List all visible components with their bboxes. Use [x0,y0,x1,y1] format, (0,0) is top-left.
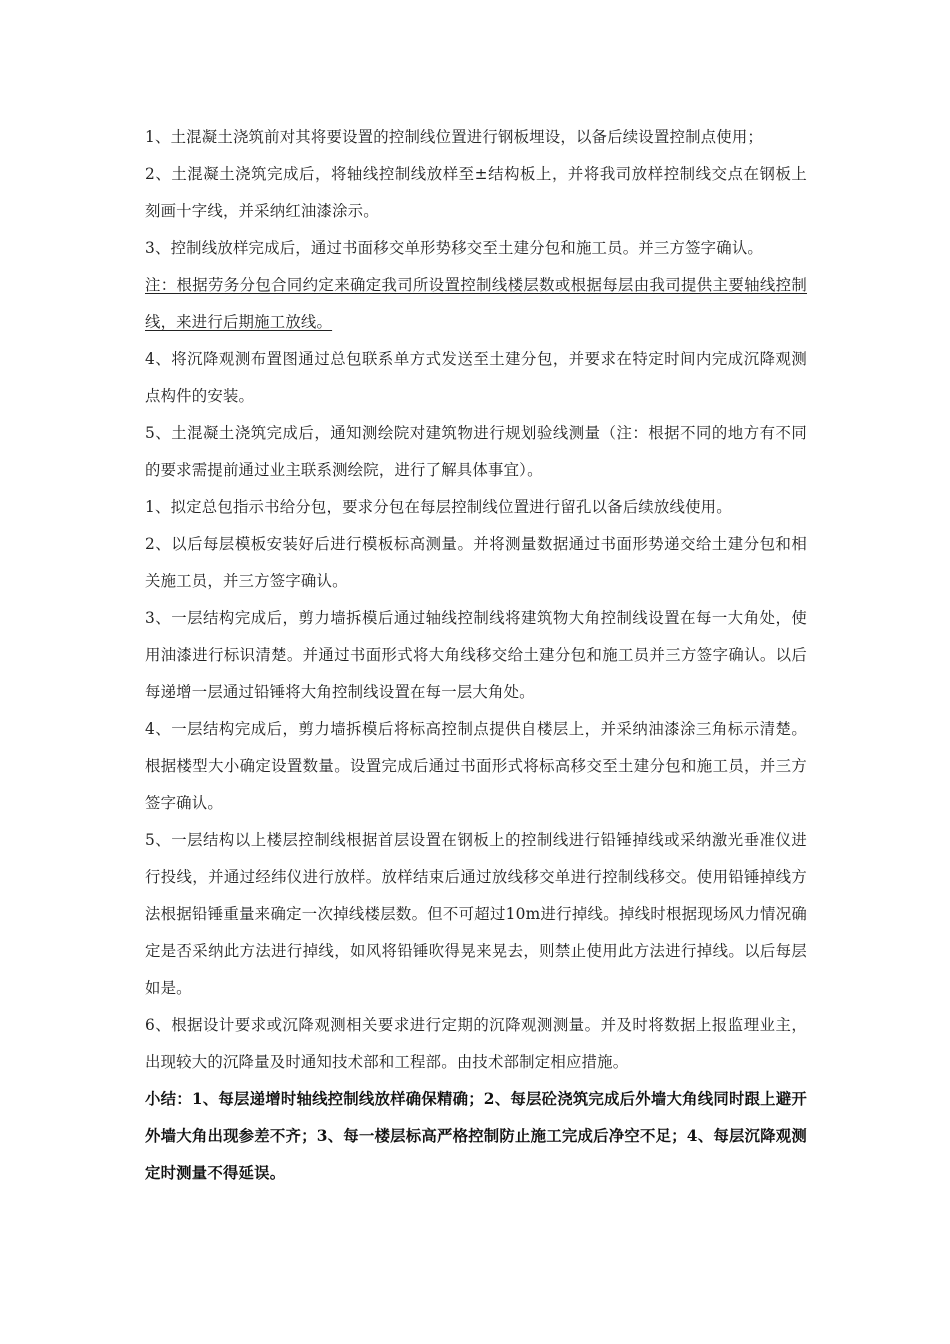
document-body [145,119,807,1192]
paragraph-4: 4、将沉降观测布置图通过总包联系单方式发送至土建分包，并要求在特定时间内完成沉降观测点构件的安装。 [145,350,807,405]
paragraph-6: 1、拟定总包指示书给分包，要求分包在每层控制线位置进行留孔以备后续放线使用。 [145,498,732,516]
paragraph-3: 3、控制线放样完成后，通过书面移交单形势移交至土建分包和施工员。并三方签字确认。 [145,239,764,257]
summary-paragraph: 小结：1、每层递增时轴线控制线放样确保精确；2、每层砼浇筑完成后外墙大角线同时跟上避开外墙大角出现参差不齐；3、每一楼层标高严格控制防止施工完成后净空不足；4、每层沉降观测定时测量不得延误。 [145,1090,807,1182]
paragraph-8: 3、一层结构完成后，剪力墙拆模后通过轴线控制线将建筑物大角控制线设置在每一大角处，使用油漆进行标识清楚。并通过书面形式将大角线移交给土建分包和施工员并三方签字确认。以后每递增一层通过铅锤将大角控制线设置在每一层大角处。 [145,609,807,701]
paragraph-7: 2、以后每层模板安装好后进行模板标高测量。并将测量数据通过书面形势递交给土建分包和相关施工员，并三方签字确认。 [145,535,807,590]
paragraph-1: 1、土混凝土浇筑前对其将要设置的控制线位置进行钢板埋设，以备后续设置控制点使用； [145,128,764,146]
paragraph-5: 5、土混凝土浇筑完成后，通知测绘院对建筑物进行规划验线测量（注：根据不同的地方有不同的要求需提前通过业主联系测绘院，进行了解具体事宜）。 [145,424,807,479]
paragraph-10: 5、一层结构以上楼层控制线根据首层设置在钢板上的控制线进行铅锤掉线或采纳激光垂准仪进行投线，并通过经纬仪进行放样。放样结束后通过放线移交单进行控制线移交。使用铅锤掉线方法根据铅锤重量来确定一次掉线楼层数。但不可超过10m进行掉线。掉线时根据现场风力情况确定是否采纳此方法进行掉线，如风将铅锤吹得晃来晃去，则禁止使用此方法进行掉线。以后每层如是。 [145,831,807,997]
paragraph-9: 4、一层结构完成后，剪力墙拆模后将标高控制点提供自楼层上，并采纳油漆涂三角标示清楚。根据楼型大小确定设置数量。设置完成后通过书面形式将标高移交至土建分包和施工员，并三方签字确认。 [145,720,807,812]
paragraph-2: 2、土混凝土浇筑完成后，将轴线控制线放样至±结构板上，并将我司放样控制线交点在钢板上刻画十字线，并采纳红油漆涂示。 [145,165,807,220]
paragraph-11: 6、根据设计要求或沉降观测相关要求进行定期的沉降观测测量。并及时将数据上报监理业主，出现较大的沉降量及时通知技术部和工程部。由技术部制定相应措施。 [145,1016,807,1071]
underlined-note: 注：根据劳务分包合同约定来确定我司所设置控制线楼层数或根据每层由我司提供主要轴线控制线，来进行后期施工放线。 [145,276,807,331]
